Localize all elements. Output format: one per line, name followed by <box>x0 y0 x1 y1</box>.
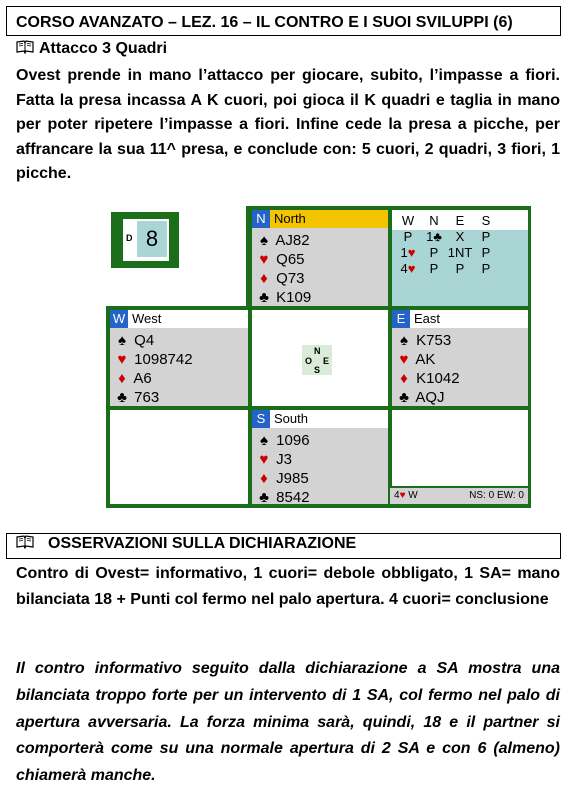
club-icon: ♣ <box>259 489 269 506</box>
bid-cell: P <box>481 244 491 260</box>
bidding-explanation: Contro di Ovest= informativo, 1 cuori= debole obbligato, 1 SA= mano bilanciata 18 + Punti col fermo nel palo apertura. 4 cuori= conclusione <box>16 565 560 608</box>
bid-cell: P <box>429 244 439 260</box>
bridge-diagram <box>106 206 531 508</box>
diamond-icon: ♦ <box>400 370 408 387</box>
score-label: NS: 0 EW: 0 <box>469 490 524 501</box>
empty-cell <box>110 410 248 504</box>
east-hand <box>392 310 528 406</box>
west-letter: W <box>110 310 128 328</box>
bid-cell: P <box>481 228 491 244</box>
board-frame <box>111 212 179 268</box>
book-icon <box>16 535 34 549</box>
board-cell <box>106 206 246 306</box>
south-diamonds: J985 <box>276 470 309 487</box>
result-bar <box>390 488 528 504</box>
heart-icon: ♥ <box>399 490 406 501</box>
lead-line <box>16 40 167 58</box>
result-panel <box>392 410 528 486</box>
bid-cell: 1NT <box>447 244 473 260</box>
bid-header: S <box>481 212 491 228</box>
book-icon <box>16 40 34 54</box>
north-diamonds: Q73 <box>276 270 305 287</box>
west-spades: Q4 <box>134 332 155 349</box>
spade-icon: ♠ <box>260 432 268 449</box>
observations-heading <box>16 535 356 553</box>
north-hearts: Q65 <box>276 251 305 268</box>
bid-cell: 1♥ <box>400 244 416 260</box>
club-icon: ♣ <box>117 389 127 406</box>
north-spades: AJ82 <box>275 232 310 249</box>
heart-icon: ♥ <box>259 451 269 468</box>
page-title: CORSO AVANZATO – LEZ. 16 – IL CONTRO E I SUOI SVILUPPI (6) <box>16 14 513 31</box>
diamond-icon: ♦ <box>118 370 126 387</box>
bid-cell: 4♥ <box>400 260 416 276</box>
spade-icon: ♠ <box>260 232 268 249</box>
table-center <box>252 310 388 406</box>
south-spades: 1096 <box>276 432 310 449</box>
spade-icon: ♠ <box>118 332 126 349</box>
east-name: East <box>414 311 441 326</box>
heart-icon: ♥ <box>399 351 409 368</box>
bidding-panel <box>392 210 528 306</box>
east-spades: K753 <box>416 332 452 349</box>
bid-cell: P <box>403 228 413 244</box>
dealer-marker: D <box>126 233 133 243</box>
south-name: South <box>274 411 308 426</box>
bid-header: N <box>429 212 439 228</box>
south-clubs: 8542 <box>276 489 310 506</box>
heart-icon: ♥ <box>117 351 127 368</box>
spade-icon: ♠ <box>400 332 408 349</box>
west-name: West <box>132 311 162 326</box>
diamond-icon: ♦ <box>260 270 268 287</box>
bid-cell: 1♣ <box>426 228 442 244</box>
east-clubs: AQJ <box>415 389 445 406</box>
compass-icon: N O E S <box>302 345 332 375</box>
north-letter: N <box>252 210 270 228</box>
west-hand <box>110 310 248 406</box>
west-hearts: 1098742 <box>134 351 193 368</box>
contract-level: 4 <box>394 490 400 501</box>
club-icon: ♣ <box>259 289 269 306</box>
south-hand <box>252 410 388 504</box>
contract-declarer: W <box>408 490 418 501</box>
heart-icon: ♥ <box>259 251 269 268</box>
west-clubs: 763 <box>134 389 160 406</box>
bid-cell: P <box>429 260 439 276</box>
north-name: North <box>274 211 306 226</box>
bid-cell: P <box>455 260 465 276</box>
north-clubs: K109 <box>276 289 312 306</box>
east-letter: E <box>392 310 410 328</box>
south-hearts: J3 <box>276 451 293 468</box>
bid-cell: P <box>481 260 491 276</box>
lead-label: Attacco 3 Quadri <box>39 40 168 57</box>
board-number: 8 <box>137 221 167 257</box>
east-hearts: AK <box>415 351 436 368</box>
diamond-icon: ♦ <box>260 470 268 487</box>
west-diamonds: A6 <box>133 370 152 387</box>
north-hand <box>252 210 388 306</box>
south-letter: S <box>252 410 270 428</box>
bidding-table <box>395 212 499 276</box>
bid-cell: X <box>455 228 465 244</box>
east-diamonds: K1042 <box>416 370 460 387</box>
club-icon: ♣ <box>399 389 409 406</box>
bid-header: W <box>401 212 415 228</box>
play-description: Ovest prende in mano l’attacco per giocare, subito, l’impasse a fiori. Fatta la presa incassa A K cuori, poi gioca il K quadri e taglia in mano per poter ripetere l’impasse a fiori. Infine cede la presa a picche, per affrancare la sua 11^ presa, e conclude con: 5 cuori, 2 quadri, 3 fiori, 1 picche. <box>16 67 560 183</box>
bid-header: E <box>455 212 465 228</box>
bidding-commentary: Il contro informativo seguito dalla dichiarazione a SA mostra una bilanciata troppo forte per un intervento di 1 SA, col fermo nel palo di apertura avversaria. La forza minima sarà, quindi, 18 e il partner si comporterà come su una normale apertura di 2 SA e con 6 (almeno) chiamerà manche. <box>16 660 560 785</box>
observations-title: OSSERVAZIONI SULLA DICHIARAZIONE <box>48 535 357 552</box>
